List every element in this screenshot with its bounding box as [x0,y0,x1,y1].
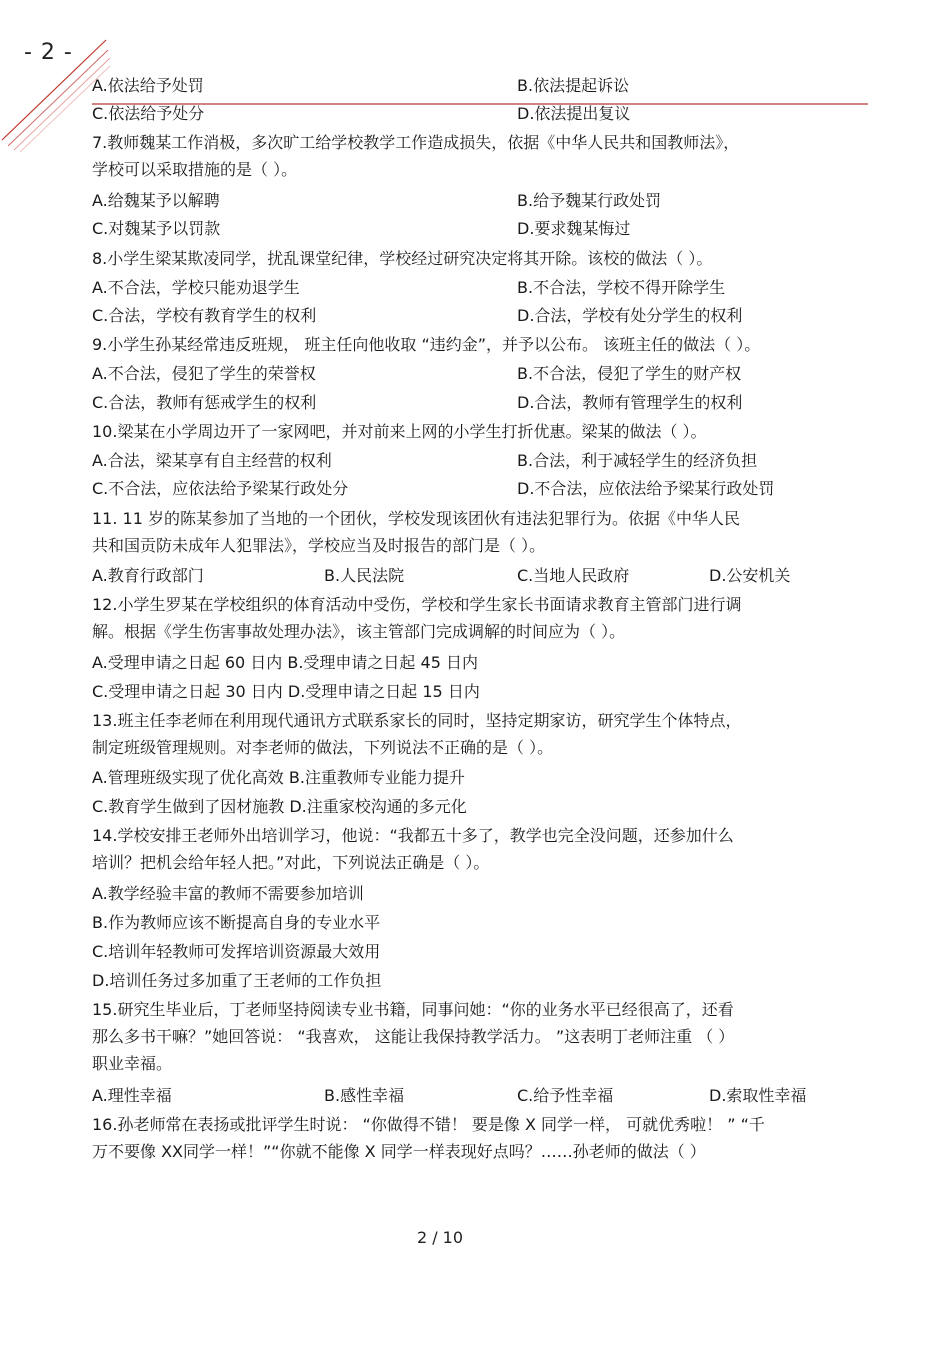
q10-option-a: A.合法，梁某享有自主经营的权利 [92,451,332,470]
page-footer-indicator: 2 / 10 [416,1228,464,1247]
q9-option-a: A.不合法，侵犯了学生的荣誉权 [92,364,316,383]
q6-option-b: B.依法提起诉讼 [517,76,630,95]
q14-stem-line2: 培训？把机会给年轻人把。”对此，下列说法正确是（ ）。 [92,853,490,872]
q15-option-d: D.索取性幸福 [709,1086,807,1105]
q15-option-c: C.给予性幸福 [517,1086,614,1105]
page-header-number: - 2 - [24,40,73,65]
q10-option-d: D.不合法，应依法给予梁某行政处罚 [517,479,775,498]
q11-option-b: B.人民法院 [324,566,405,585]
q7-stem-line2: 学校可以采取措施的是（ ）。 [92,160,298,179]
q15-stem-line1: 15.研究生毕业后，丁老师坚持阅读专业书籍，同事问她：“你的业务水平已经很高了，还看 [92,1000,734,1019]
q9-option-d: D.合法，教师有管理学生的权利 [517,393,743,412]
q12-options-cd: C.受理申请之日起 30 日内 D.受理申请之日起 15 日内 [92,682,480,701]
q12-options-ab: A.受理申请之日起 60 日内 B.受理申请之日起 45 日内 [92,653,478,672]
q12-stem-line1: 12.小学生罗某在学校组织的体育活动中受伤，学校和学生家长书面请求教育主管部门进行调 [92,595,742,614]
q16-stem-line1: 16.孙老师常在表扬或批评学生时说： “你做得不错！ 要是像 X 同学一样， 可就优秀啦！ ” “千 [92,1115,765,1134]
q14-option-a: A.教学经验丰富的教师不需要参加培训 [92,884,364,903]
q6-option-c: C.依法给予处分 [92,104,205,123]
q7-option-a: A.给魏某予以解聘 [92,191,220,210]
q10-stem: 10.梁某在小学周边开了一家网吧，并对前来上网的小学生打折优惠。梁某的做法（ ）。 [92,422,707,441]
q11-option-c: C.当地人民政府 [517,566,630,585]
q16-stem-line2: 万不要像 XX同学一样！”“你就不能像 X 同学一样表现好点吗？……孙老师的做法（ ） [92,1142,706,1161]
q9-option-c: C.合法，教师有惩戒学生的权利 [92,393,317,412]
q15-stem-line2: 那么多书干嘛？”她回答说： “我喜欢， 这能让我保持教学活力。 ”这表明丁老师注重 （ ） [92,1027,735,1046]
q7-option-d: D.要求魏某悔过 [517,219,631,238]
q8-option-b: B.不合法，学校不得开除学生 [517,278,726,297]
q12-stem-line2: 解。根据《学生伤害事故处理办法》，该主管部门完成调解的时间应为（ ）。 [92,622,626,641]
q10-option-b: B.合法，利于减轻学生的经济负担 [517,451,758,470]
q7-option-c: C.对魏某予以罚款 [92,219,221,238]
q11-option-a: A.教育行政部门 [92,566,204,585]
q13-stem-line1: 13.班主任李老师在利用现代通讯方式联系家长的同时，坚持定期家访，研究学生个体特点， [92,711,742,730]
q8-stem: 8.小学生梁某欺凌同学，扰乱课堂纪律，学校经过研究决定将其开除。该校的做法（ ）。 [92,249,713,268]
q7-stem-line1: 7.教师魏某工作消极，多次旷工给学校教学工作造成损失，依据《中华人民共和国教师法》， [92,133,740,152]
q11-stem-line1: 11. 11 岁的陈某参加了当地的一个团伙，学校发现该团伙有违法犯罪行为。依据《中华人民 [92,509,740,528]
q13-options-cd: C.教育学生做到了因材施教 D.注重家校沟通的多元化 [92,797,467,816]
q14-option-b: B.作为教师应该不断提高自身的专业水平 [92,913,381,932]
q15-option-a: A.理性幸福 [92,1086,172,1105]
q13-options-ab: A.管理班级实现了优化高效 B.注重教师专业能力提升 [92,768,465,787]
q8-option-c: C.合法，学校有教育学生的权利 [92,306,317,325]
q7-option-b: B.给予魏某行政处罚 [517,191,662,210]
q11-option-d: D.公安机关 [709,566,791,585]
q9-stem: 9.小学生孙某经常违反班规， 班主任向他收取 “违约金”，并予以公布。 该班主任的做法（ ）。 [92,335,761,354]
q14-option-d: D.培训任务过多加重了王老师的工作负担 [92,971,382,990]
q15-option-b: B.感性幸福 [324,1086,405,1105]
q11-stem-line2: 共和国贡防未成年人犯罪法》，学校应当及时报告的部门是（ ）。 [92,536,546,555]
q6-option-d: D.依法提出复议 [517,104,631,123]
q8-option-d: D.合法，学校有处分学生的权利 [517,306,743,325]
q15-stem-line3: 职业幸福。 [92,1054,173,1073]
q8-option-a: A.不合法，学校只能劝退学生 [92,278,300,297]
q14-option-c: C.培训年轻教师可发挥培训资源最大效用 [92,942,381,961]
q13-stem-line2: 制定班级管理规则。对李老师的做法，下列说法不正确的是（ ）。 [92,738,554,757]
q6-option-a: A.依法给予处罚 [92,76,204,95]
q14-stem-line1: 14.学校安排王老师外出培训学习，他说：“我都五十多了，教学也完全没问题，还参加什么 [92,826,734,845]
q10-option-c: C.不合法，应依法给予梁某行政处分 [92,479,349,498]
q9-option-b: B.不合法，侵犯了学生的财产权 [517,364,742,383]
